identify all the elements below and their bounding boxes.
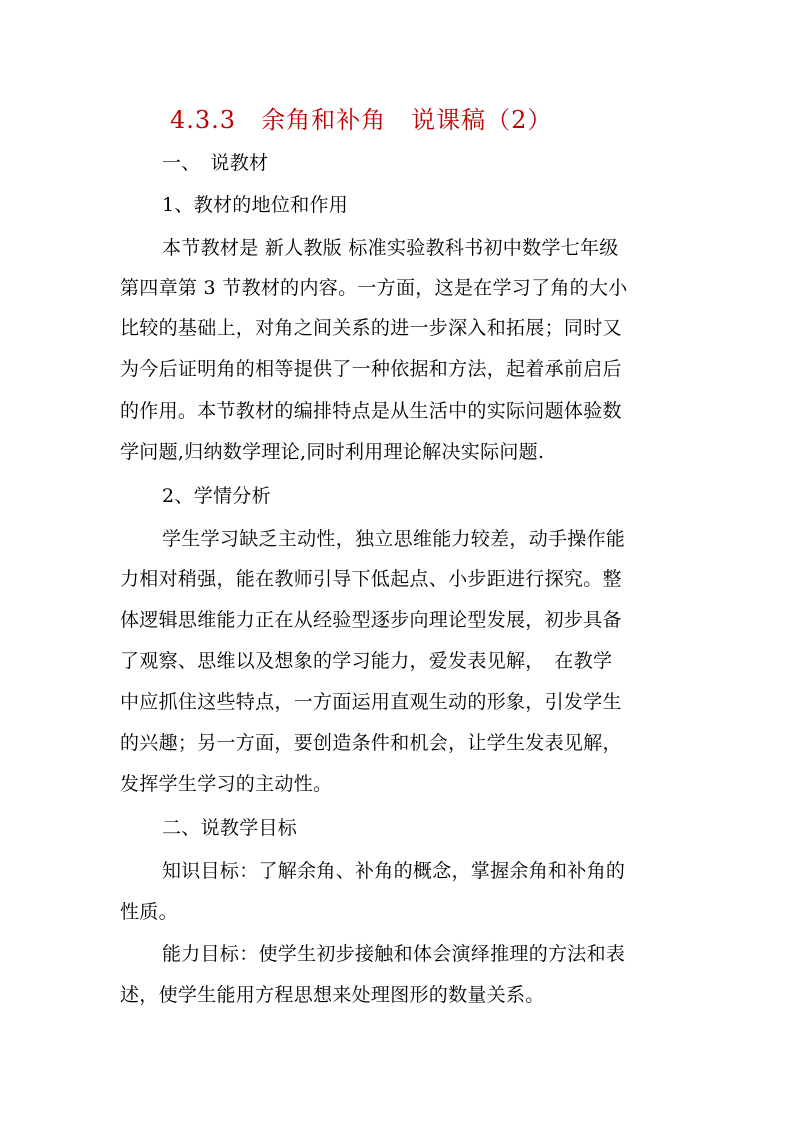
paragraph-1-line-2: 第四章第 3 节教材的内容。一方面，这是在学习了角的大小	[120, 277, 628, 299]
paragraph-2-line-4: 了观察、思维以及想象的学习能力，爱发表见解， 在教学	[120, 650, 613, 672]
paragraph-1-line-4: 为今后证明角的相等提供了一种依据和方法，起着承前启后	[120, 358, 622, 380]
paragraph-1-line-3: 比较的基础上，对角之间关系的进一步深入和拓展；同时又	[120, 317, 622, 339]
paragraph-2-line-7: 发挥学生学习的主动性。	[120, 773, 333, 795]
document-title: 4.3.3 余角和补角 说课稿（2）	[170, 106, 553, 134]
subheading-2: 2、学情分析	[162, 485, 271, 507]
paragraph-4-line-1: 能力目标：使学生初步接触和体会演绎推理的方法和表	[162, 943, 626, 965]
subheading-1: 1、教材的地位和作用	[162, 194, 349, 216]
paragraph-2-line-5: 中应抓住这些特点，一方面运用直观生动的形象，引发学生	[120, 691, 622, 713]
paragraph-2-line-1: 学生学习缺乏主动性，独立思维能力较差，动手操作能	[162, 528, 626, 550]
paragraph-3-line-1: 知识目标：了解余角、补角的概念，掌握余角和补角的	[162, 860, 626, 882]
paragraph-1-line-6: 学问题,归纳数学理论,同时利用理论解决实际问题.	[120, 441, 545, 463]
section-heading-2: 二、说教学目标	[162, 817, 298, 839]
paragraph-2-line-6: 的兴趣；另一方面，要创造条件和机会，让学生发表见解，	[120, 732, 622, 754]
paragraph-2-line-3: 体逻辑思维能力正在从经验型逐步向理论型发展，初步具备	[120, 609, 622, 631]
section-heading-1: 一、 说教材	[162, 152, 269, 174]
paragraph-1-line-5: 的作用。本节教材的编排特点是从生活中的实际问题体验数	[120, 400, 622, 422]
paragraph-2-line-2: 力相对稍强，能在教师引导下低起点、小步距进行探究。整	[120, 568, 622, 590]
paragraph-3-line-2: 性质。	[120, 901, 178, 923]
paragraph-1-line-1: 本节教材是 新人教版 标准实验教科书初中数学七年级	[162, 237, 619, 259]
paragraph-4-line-2: 述，使学生能用方程思想来处理图形的数量关系。	[120, 984, 545, 1006]
